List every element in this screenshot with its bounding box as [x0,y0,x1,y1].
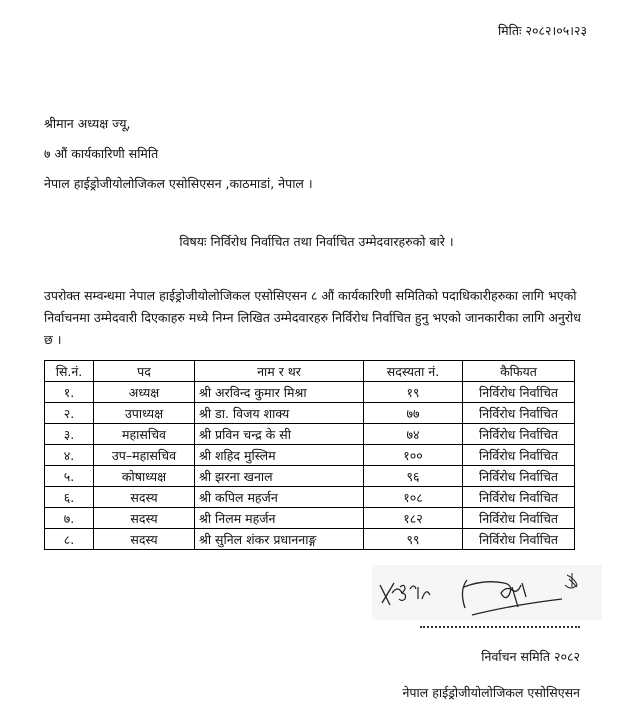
signatory-committee: निर्वाचन समिति २०८२ [481,649,580,664]
remarks-cell: निर्विरोध निर्वाचित [463,487,575,508]
post-cell: सदस्य [94,508,195,529]
table-row [45,445,575,466]
post-cell: उप–महासचिव [94,445,195,466]
header-serial: सि.नं. [45,361,94,382]
name-cell: श्री सुनिल शंकर प्रधाननाङ्ग [195,529,364,550]
name-cell: श्री अरविन्द कुमार मिश्रा [195,382,364,403]
name-cell: श्री कपिल महर्जन [195,487,364,508]
serial-cell: ८. [45,529,94,550]
membership-no-cell: ९६ [364,466,463,487]
remarks-cell: निर्विरोध निर्वाचित [463,382,575,403]
table-row [45,424,575,445]
table-row [45,466,575,487]
header-remarks: कैफियत [463,361,575,382]
addressee-line-3: नेपाल हाईड्रोजीयोलोजिकल एसोसिएसन ,काठमाडां, नेपाल । [44,176,313,191]
table-row [45,529,575,550]
post-cell: सदस्य [94,529,195,550]
remarks-cell: निर्विरोध निर्वाचित [463,508,575,529]
membership-no-cell: ९९ [364,529,463,550]
serial-cell: ७. [45,508,94,529]
serial-cell: २. [45,403,94,424]
name-cell: श्री प्रविन चन्द्र के सी [195,424,364,445]
letter-subject: विषयः निर्विरोध निर्वाचित तथा निर्वाचित उम्मेदवारहरुको बारे । [179,234,454,249]
remarks-cell: निर्विरोध निर्वाचित [463,403,575,424]
table-row [45,403,575,424]
serial-cell: ६. [45,487,94,508]
name-cell: श्री झरना खनाल [195,466,364,487]
table-row [45,508,575,529]
serial-cell: ४. [45,445,94,466]
serial-cell: ३. [45,424,94,445]
results-table [44,360,575,550]
membership-no-cell: १८२ [364,508,463,529]
header-post: पद [94,361,195,382]
membership-no-cell: ७७ [364,403,463,424]
post-cell: सदस्य [94,487,195,508]
letter-date: मितिः २०८२।०५।२३ [497,23,587,38]
addressee-line-1: श्रीमान अध्यक्ष ज्यू, [44,116,131,131]
table-row [45,487,575,508]
letter-body: उपरोक्त सम्वन्धमा नेपाल हाईड्रोजीयोलोजिकल एसोसिएसन ८ औं कार्यकारिणी समितिको पदाधिकारीहरुका लागि भएको निर्वाचनमा उम्मेदवारी दिएकाहरु मध्ये निम्न लिखित उम्मेदवारहरु निर्विरोध निर्वाचित हुनु भएको जानकारीका लागि अनुरोध छ । [44,288,581,347]
signatory-organization: नेपाल हाईड्रोजीयोलोजिकल एसोसिएसन [402,685,580,700]
addressee-line-2: ७ औं कार्यकारिणी समिति [44,146,159,161]
post-cell: उपाध्यक्ष [94,403,195,424]
serial-cell: १. [45,382,94,403]
remarks-cell: निर्विरोध निर्वाचित [463,445,575,466]
membership-no-cell: १०८ [364,487,463,508]
name-cell: श्री निलम महर्जन [195,508,364,529]
post-cell: अध्यक्ष [94,382,195,403]
membership-no-cell: ७४ [364,424,463,445]
post-cell: महासचिव [94,424,195,445]
membership-no-cell: १०० [364,445,463,466]
serial-cell: ५. [45,466,94,487]
signatures [372,565,602,620]
membership-no-cell: १९ [364,382,463,403]
remarks-cell: निर्विरोध निर्वाचित [463,529,575,550]
remarks-cell: निर्विरोध निर्वाचित [463,424,575,445]
signature-dotted-line [420,626,580,628]
handwritten-signatures-icon [372,565,602,620]
post-cell: कोषाध्यक्ष [94,466,195,487]
name-cell: श्री डा. विजय शाक्य [195,403,364,424]
header-membership: सदस्यता नं. [364,361,463,382]
table-header-row [45,361,575,382]
header-name: नाम र थर [195,361,364,382]
table-row [45,382,575,403]
remarks-cell: निर्विरोध निर्वाचित [463,466,575,487]
name-cell: श्री शहिद मुस्लिम [195,445,364,466]
